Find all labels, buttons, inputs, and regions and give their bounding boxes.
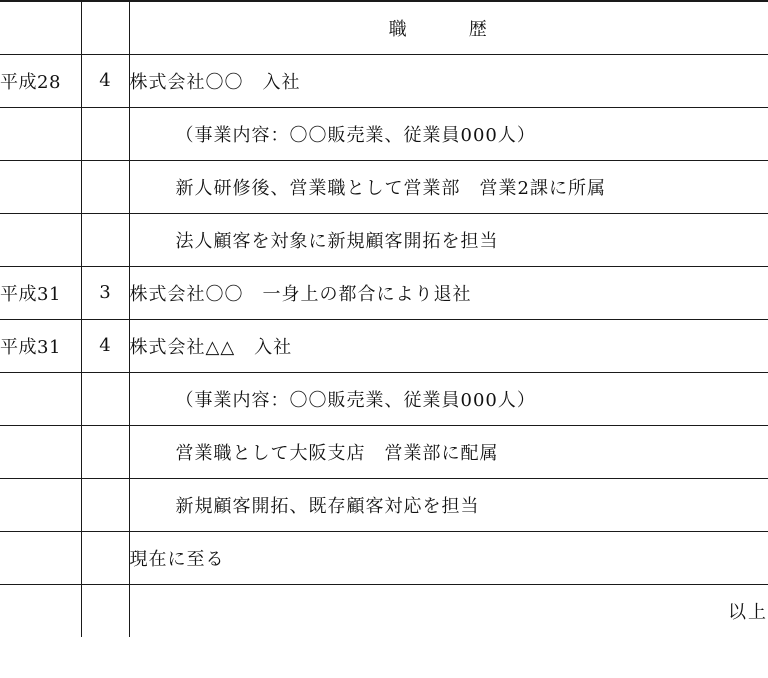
year-cell: [0, 531, 81, 584]
table-row: [0, 107, 768, 160]
month-cell: [81, 425, 129, 478]
month-cell: [81, 213, 129, 266]
month-cell: [81, 372, 129, 425]
table-row: [0, 213, 768, 266]
year-cell: [0, 213, 81, 266]
closing-text: 以上: [129, 584, 768, 637]
detail-cell: 株式会社〇〇 入社: [129, 54, 768, 107]
year-cell: 平成31: [0, 319, 81, 372]
month-cell: 4: [81, 54, 129, 107]
detail-cell: 現在に至る: [129, 531, 768, 584]
detail-cell: 新人研修後、営業職として営業部 営業2課に所属: [129, 160, 768, 213]
table-row: [0, 531, 768, 584]
closing-row: [0, 584, 768, 637]
month-cell: [81, 160, 129, 213]
month-cell: [81, 478, 129, 531]
table-row: [0, 266, 768, 319]
table-row: [0, 425, 768, 478]
year-cell: [0, 372, 81, 425]
table-row: [0, 478, 768, 531]
detail-cell: 新規顧客開拓、既存顧客対応を担当: [129, 478, 768, 531]
month-cell: [81, 531, 129, 584]
career-heading: 職 歴: [129, 1, 768, 54]
month-header-cell: [81, 1, 129, 54]
year-cell: [0, 478, 81, 531]
detail-cell: 株式会社△△ 入社: [129, 319, 768, 372]
month-cell: [81, 584, 129, 637]
table-row: [0, 319, 768, 372]
year-cell: 平成28: [0, 54, 81, 107]
detail-cell: 株式会社〇〇 一身上の都合により退社: [129, 266, 768, 319]
month-cell: 3: [81, 266, 129, 319]
header-row: [0, 1, 768, 54]
year-cell: 平成31: [0, 266, 81, 319]
year-cell: [0, 160, 81, 213]
table-row: [0, 54, 768, 107]
year-cell: [0, 107, 81, 160]
year-cell: [0, 584, 81, 637]
detail-cell: 法人顧客を対象に新規顧客開拓を担当: [129, 213, 768, 266]
year-header-cell: [0, 1, 81, 54]
detail-cell: 営業職として大阪支店 営業部に配属: [129, 425, 768, 478]
table-row: [0, 160, 768, 213]
month-cell: [81, 107, 129, 160]
detail-cell: （事業内容：〇〇販売業、従業員000人）: [129, 372, 768, 425]
table-row: [0, 372, 768, 425]
month-cell: 4: [81, 319, 129, 372]
detail-cell: （事業内容：〇〇販売業、従業員000人）: [129, 107, 768, 160]
year-cell: [0, 425, 81, 478]
